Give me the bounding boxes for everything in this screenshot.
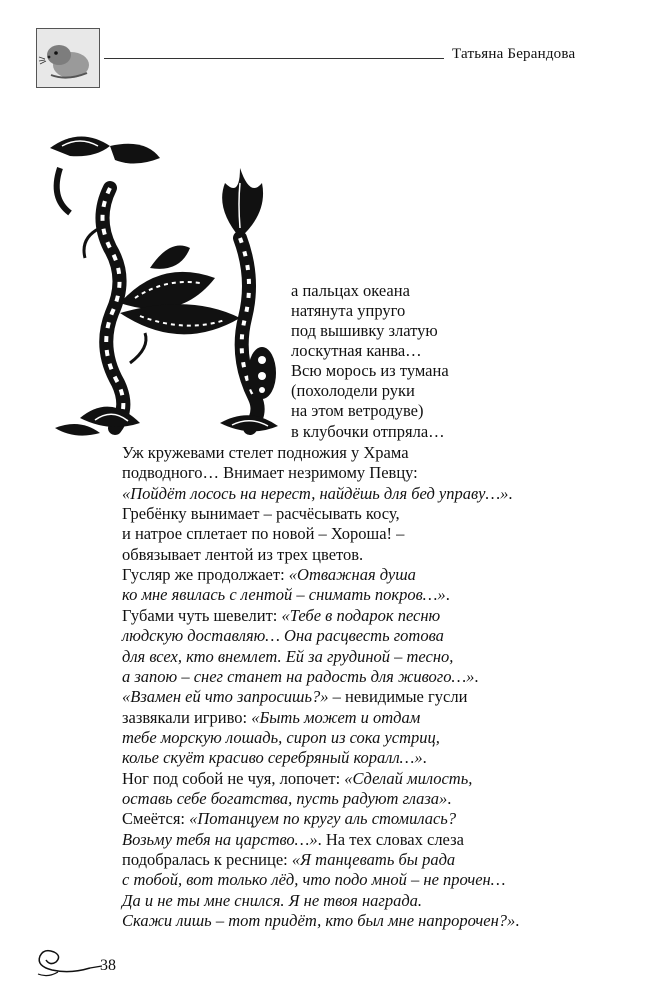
body-line (122, 647, 453, 667)
body-line (122, 789, 451, 809)
italic-segment: ко мне явилась с лентой – снимать покров…» (122, 585, 446, 605)
body-line (122, 748, 427, 768)
italic-segment: а запою – снег станет на радость для живого…» (122, 666, 475, 686)
body-line (122, 463, 418, 483)
italic-segment: «Взамен ей что запросишь?» (122, 687, 329, 707)
body-line (122, 891, 422, 911)
body-line (122, 484, 513, 504)
body-line (122, 708, 420, 728)
body-line (122, 911, 519, 931)
body-line (122, 626, 444, 646)
italic-segment: «Я танцевать бы рада (291, 850, 456, 869)
author-name: Татьяна Берандова (452, 46, 576, 62)
body-line (122, 850, 455, 870)
ornamental-drop-cap (40, 128, 295, 448)
italic-segment: для всех, кто внемлет. Ей за грудиной – тесно, (122, 646, 454, 666)
body-line (122, 545, 363, 565)
body-line (122, 524, 404, 544)
body-line (122, 606, 440, 626)
italic-segment: «Потанцуем по кругу аль стомилась? (189, 809, 457, 829)
poem-line: на этом ветродуве) (291, 401, 424, 420)
poem-line: (похолодели руки (291, 381, 415, 400)
text-segment: – невидимые гусли (328, 687, 468, 707)
italic-segment: людскую доставляю… Она расцвесть готова (122, 626, 444, 646)
text-segment: Смеётся: (122, 809, 190, 829)
text-segment: . (508, 483, 513, 503)
poem-line: в клубочки отпряла… (291, 422, 445, 441)
italic-segment: с тобой, вот только лёд, что подо мной – не прочен… (122, 870, 506, 890)
italic-segment: «Пойдёт лосось на нерест, найдёшь для бед управу…» (122, 483, 509, 503)
swirl-ornament-icon (30, 944, 110, 980)
body-line (122, 769, 472, 789)
poem-line: Всю морось из тумана (291, 361, 449, 380)
italic-segment: Да и не ты мне снился. Я не твоя награда. (122, 890, 423, 910)
body-line (122, 687, 467, 707)
text-segment: . На тех словах слеза (317, 829, 464, 849)
text-segment: и натрое сплетает по новой – Хороша! – (122, 524, 405, 544)
text-segment: . (515, 911, 520, 931)
text-segment: . (474, 666, 479, 686)
text-segment: Гусляр же продолжает: (122, 565, 289, 585)
text-segment: . (422, 748, 427, 768)
poem-line: а пальцах океана (291, 281, 410, 300)
italic-segment: «Отважная душа (288, 565, 416, 585)
text-segment: подобралась к реснице: (122, 850, 292, 869)
text-segment: Гребёнку вынимает – расчёсывать косу, (122, 504, 400, 524)
body-line (122, 504, 400, 524)
body-line (122, 585, 450, 605)
italic-segment: колье скуёт красиво серебряный коралл…» (122, 748, 423, 768)
seal-engraving-icon (36, 28, 100, 88)
poem-line: под вышивку златую (291, 321, 438, 340)
text-segment: обвязывает лентой из трех цветов. (122, 544, 364, 564)
body-line (122, 728, 440, 748)
text-segment: Губами чуть шевелит: (122, 605, 282, 625)
page-number: 38 (100, 957, 116, 974)
text-segment: Уж кружевами стелет подножия у Храма (122, 443, 409, 462)
italic-segment: «Быть может и отдам (251, 707, 421, 727)
body-line (122, 565, 416, 585)
text-segment: . (447, 788, 452, 808)
italic-segment: «Сделай милость, (344, 768, 473, 788)
text-segment: Ног под собой не чуя, лопочет: (122, 768, 345, 788)
header-rule (104, 58, 444, 59)
body-line (122, 830, 464, 850)
italic-segment: Скажи лишь – тот придёт, кто был мне напророчен?» (122, 911, 516, 931)
body-line (122, 809, 456, 829)
body-line (122, 443, 409, 463)
italic-segment: «Тебе в подарок песню (281, 605, 441, 625)
italic-segment: Возьму тебя на царство…» (122, 829, 318, 849)
poem-line: лоскутная канва… (291, 341, 422, 360)
italic-segment: тебе морскую лошадь, сироп из сока устриц, (122, 727, 440, 747)
body-line (122, 870, 505, 890)
italic-segment: оставь себе богатства, пусть радуют глаза» (122, 788, 448, 808)
poem-line: натянута упруго (291, 301, 406, 320)
text-segment: подводного… Внимает незримому Певцу: (122, 463, 418, 483)
body-line (122, 667, 479, 687)
text-segment: зазвякали игриво: (122, 707, 252, 727)
text-segment: . (445, 585, 450, 605)
